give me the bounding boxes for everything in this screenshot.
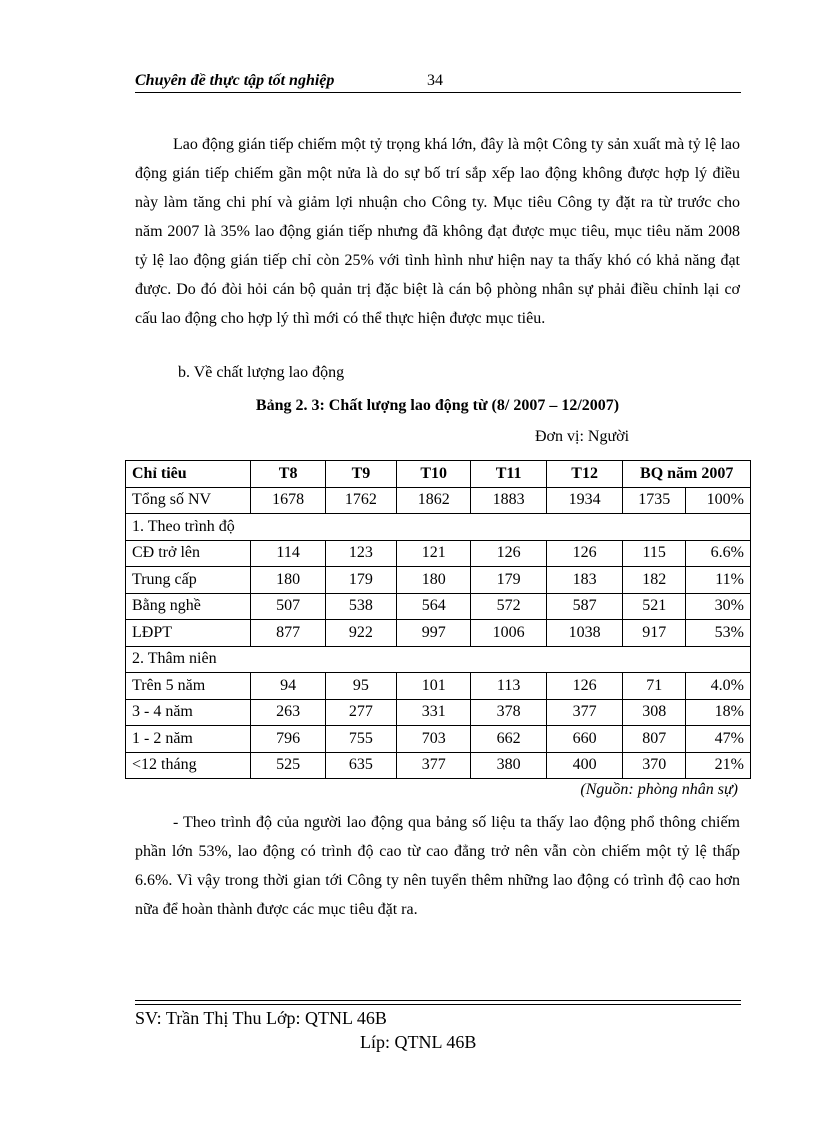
table-cell: 182 — [623, 567, 686, 594]
table-row — [126, 726, 751, 753]
table-cell: 662 — [471, 726, 546, 753]
table-cell: 180 — [251, 567, 325, 594]
table-cell: 917 — [623, 620, 686, 647]
table-cell: 331 — [397, 699, 471, 726]
table-cell: 6.6% — [686, 540, 751, 567]
table-cell: Chỉ tiêu — [126, 461, 251, 488]
table-cell: 1934 — [546, 487, 623, 514]
page-number: 34 — [427, 72, 443, 89]
table-cell: LĐPT — [126, 620, 251, 647]
table-cell: 180 — [397, 567, 471, 594]
table-cell: 807 — [623, 726, 686, 753]
table-cell: 538 — [325, 593, 396, 620]
table-row — [126, 487, 751, 514]
table-cell: 1. Theo trình độ — [126, 514, 751, 541]
table-cell: 114 — [251, 540, 325, 567]
table-cell: 11% — [686, 567, 751, 594]
table-cell: <12 tháng — [126, 752, 251, 779]
table-cell: 100% — [686, 487, 751, 514]
document-title: Chuyên đề thực tập tốt nghiệp — [135, 72, 335, 89]
table-cell: 47% — [686, 726, 751, 753]
table-cell: BQ năm 2007 — [623, 461, 751, 488]
table-row — [126, 752, 751, 779]
table-header-row — [126, 461, 751, 488]
table-cell: 378 — [471, 699, 546, 726]
subheading-labor-quality: b. Về chất lượng lao động — [178, 364, 345, 381]
table-cell: 126 — [471, 540, 546, 567]
table-cell: 18% — [686, 699, 751, 726]
table-cell: 308 — [623, 699, 686, 726]
paragraph-analysis: - Theo trình độ của người lao động qua bảng số liệu ta thấy lao động phổ thông chiếm phần lớn 53%, lao động có trình độ cao từ cao đẳng trở nên vẫn còn chiếm một tỷ lệ thấp 6.6%. Vì vậy trong thời gian tới Công ty nên tuyển thêm những lao động có trình độ cao hơn nữa để hoàn thành được các mục tiêu đặt ra. — [135, 814, 740, 918]
table-cell: 377 — [546, 699, 623, 726]
table-cell: 1 - 2 năm — [126, 726, 251, 753]
table-cell: 30% — [686, 593, 751, 620]
table-cell: 1735 — [623, 487, 686, 514]
table-row — [126, 699, 751, 726]
table-row — [126, 593, 751, 620]
table-cell: 126 — [546, 540, 623, 567]
table-cell: 587 — [546, 593, 623, 620]
table-cell: 525 — [251, 752, 325, 779]
table-cell: 263 — [251, 699, 325, 726]
table-cell: 564 — [397, 593, 471, 620]
table-cell: 126 — [546, 673, 623, 700]
table-cell: 115 — [623, 540, 686, 567]
table-row — [126, 567, 751, 594]
table-cell: 113 — [471, 673, 546, 700]
labor-quality-table — [125, 460, 751, 779]
table-cell: 572 — [471, 593, 546, 620]
table-cell: 4.0% — [686, 673, 751, 700]
table-cell: 71 — [623, 673, 686, 700]
table-cell: 380 — [471, 752, 546, 779]
table-cell: 123 — [325, 540, 396, 567]
table-cell: Bằng nghề — [126, 593, 251, 620]
page-header — [135, 70, 741, 93]
table-row — [126, 620, 751, 647]
table-section-row — [126, 646, 751, 673]
table-cell: 377 — [397, 752, 471, 779]
footer-student-info: SV: Trần Thị Thu Lớp: QTNL 46B — [135, 1008, 387, 1028]
table-cell: T8 — [251, 461, 325, 488]
table-cell: 1883 — [471, 487, 546, 514]
table-cell: 53% — [686, 620, 751, 647]
table-cell: T10 — [397, 461, 471, 488]
table-cell: 1678 — [251, 487, 325, 514]
table-cell: T11 — [471, 461, 546, 488]
table-row — [126, 673, 751, 700]
table-cell: 755 — [325, 726, 396, 753]
table-cell: T9 — [325, 461, 396, 488]
table-cell: 1038 — [546, 620, 623, 647]
table-cell: 95 — [325, 673, 396, 700]
table-cell: 922 — [325, 620, 396, 647]
table-cell: 1762 — [325, 487, 396, 514]
table-cell: CĐ trở lên — [126, 540, 251, 567]
table-caption: Bảng 2. 3: Chất lượng lao động từ (8/ 2007 – 12/2007) — [255, 397, 620, 414]
paragraph-indirect-labor: Lao động gián tiếp chiếm một tỷ trọng khá lớn, đây là một Công ty sản xuất mà tỷ lệ lao động gián tiếp chiếm gần một nửa là do sự bố trí sắp xếp lao động không được hợp lý điều này làm tăng chi phí và giảm lợi nhuận cho Công ty. Mục tiêu Công ty đặt ra từ trước cho năm 2007 là 35% lao động gián tiếp nhưng đã không đạt được mục tiêu, mục tiêu năm 2008 tỷ lệ lao động gián tiếp chỉ còn 25% với tình hình như hiện nay ta thấy khó có khả năng đạt được. Do đó đòi hỏi cán bộ quản trị đặc biệt là cán bộ phòng nhân sự phải điều chỉnh lại cơ cấu lao động cho hợp lý thì mới có thể thực hiện được mục tiêu. — [135, 136, 740, 327]
table-source: (Nguồn: phòng nhân sự) — [580, 781, 738, 798]
table-cell: Tổng số NV — [126, 487, 251, 514]
table-cell: 2. Thâm niên — [126, 646, 751, 673]
table-cell: T12 — [546, 461, 623, 488]
table-cell: 507 — [251, 593, 325, 620]
table-cell: 635 — [325, 752, 396, 779]
footer-class-info: Líp: QTNL 46B — [360, 1032, 477, 1052]
table-cell: 183 — [546, 567, 623, 594]
table-cell: 94 — [251, 673, 325, 700]
table-cell: 660 — [546, 726, 623, 753]
table-cell: 121 — [397, 540, 471, 567]
table-cell: Trung cấp — [126, 567, 251, 594]
table-cell: 400 — [546, 752, 623, 779]
table-cell: 997 — [397, 620, 471, 647]
table-cell: 370 — [623, 752, 686, 779]
table-cell: 877 — [251, 620, 325, 647]
table-cell: 277 — [325, 699, 396, 726]
table-cell: 3 - 4 năm — [126, 699, 251, 726]
table-cell: 703 — [397, 726, 471, 753]
table-section-row — [126, 514, 751, 541]
table-cell: 179 — [471, 567, 546, 594]
table-cell: 796 — [251, 726, 325, 753]
table-cell: 179 — [325, 567, 396, 594]
table-row — [126, 540, 751, 567]
table-cell: 1006 — [471, 620, 546, 647]
table-cell: 1862 — [397, 487, 471, 514]
table-unit: Đơn vị: Người — [535, 428, 630, 445]
table-cell: 21% — [686, 752, 751, 779]
footer-divider — [135, 1000, 741, 1005]
table-cell: Trên 5 năm — [126, 673, 251, 700]
table-cell: 101 — [397, 673, 471, 700]
table-cell: 521 — [623, 593, 686, 620]
